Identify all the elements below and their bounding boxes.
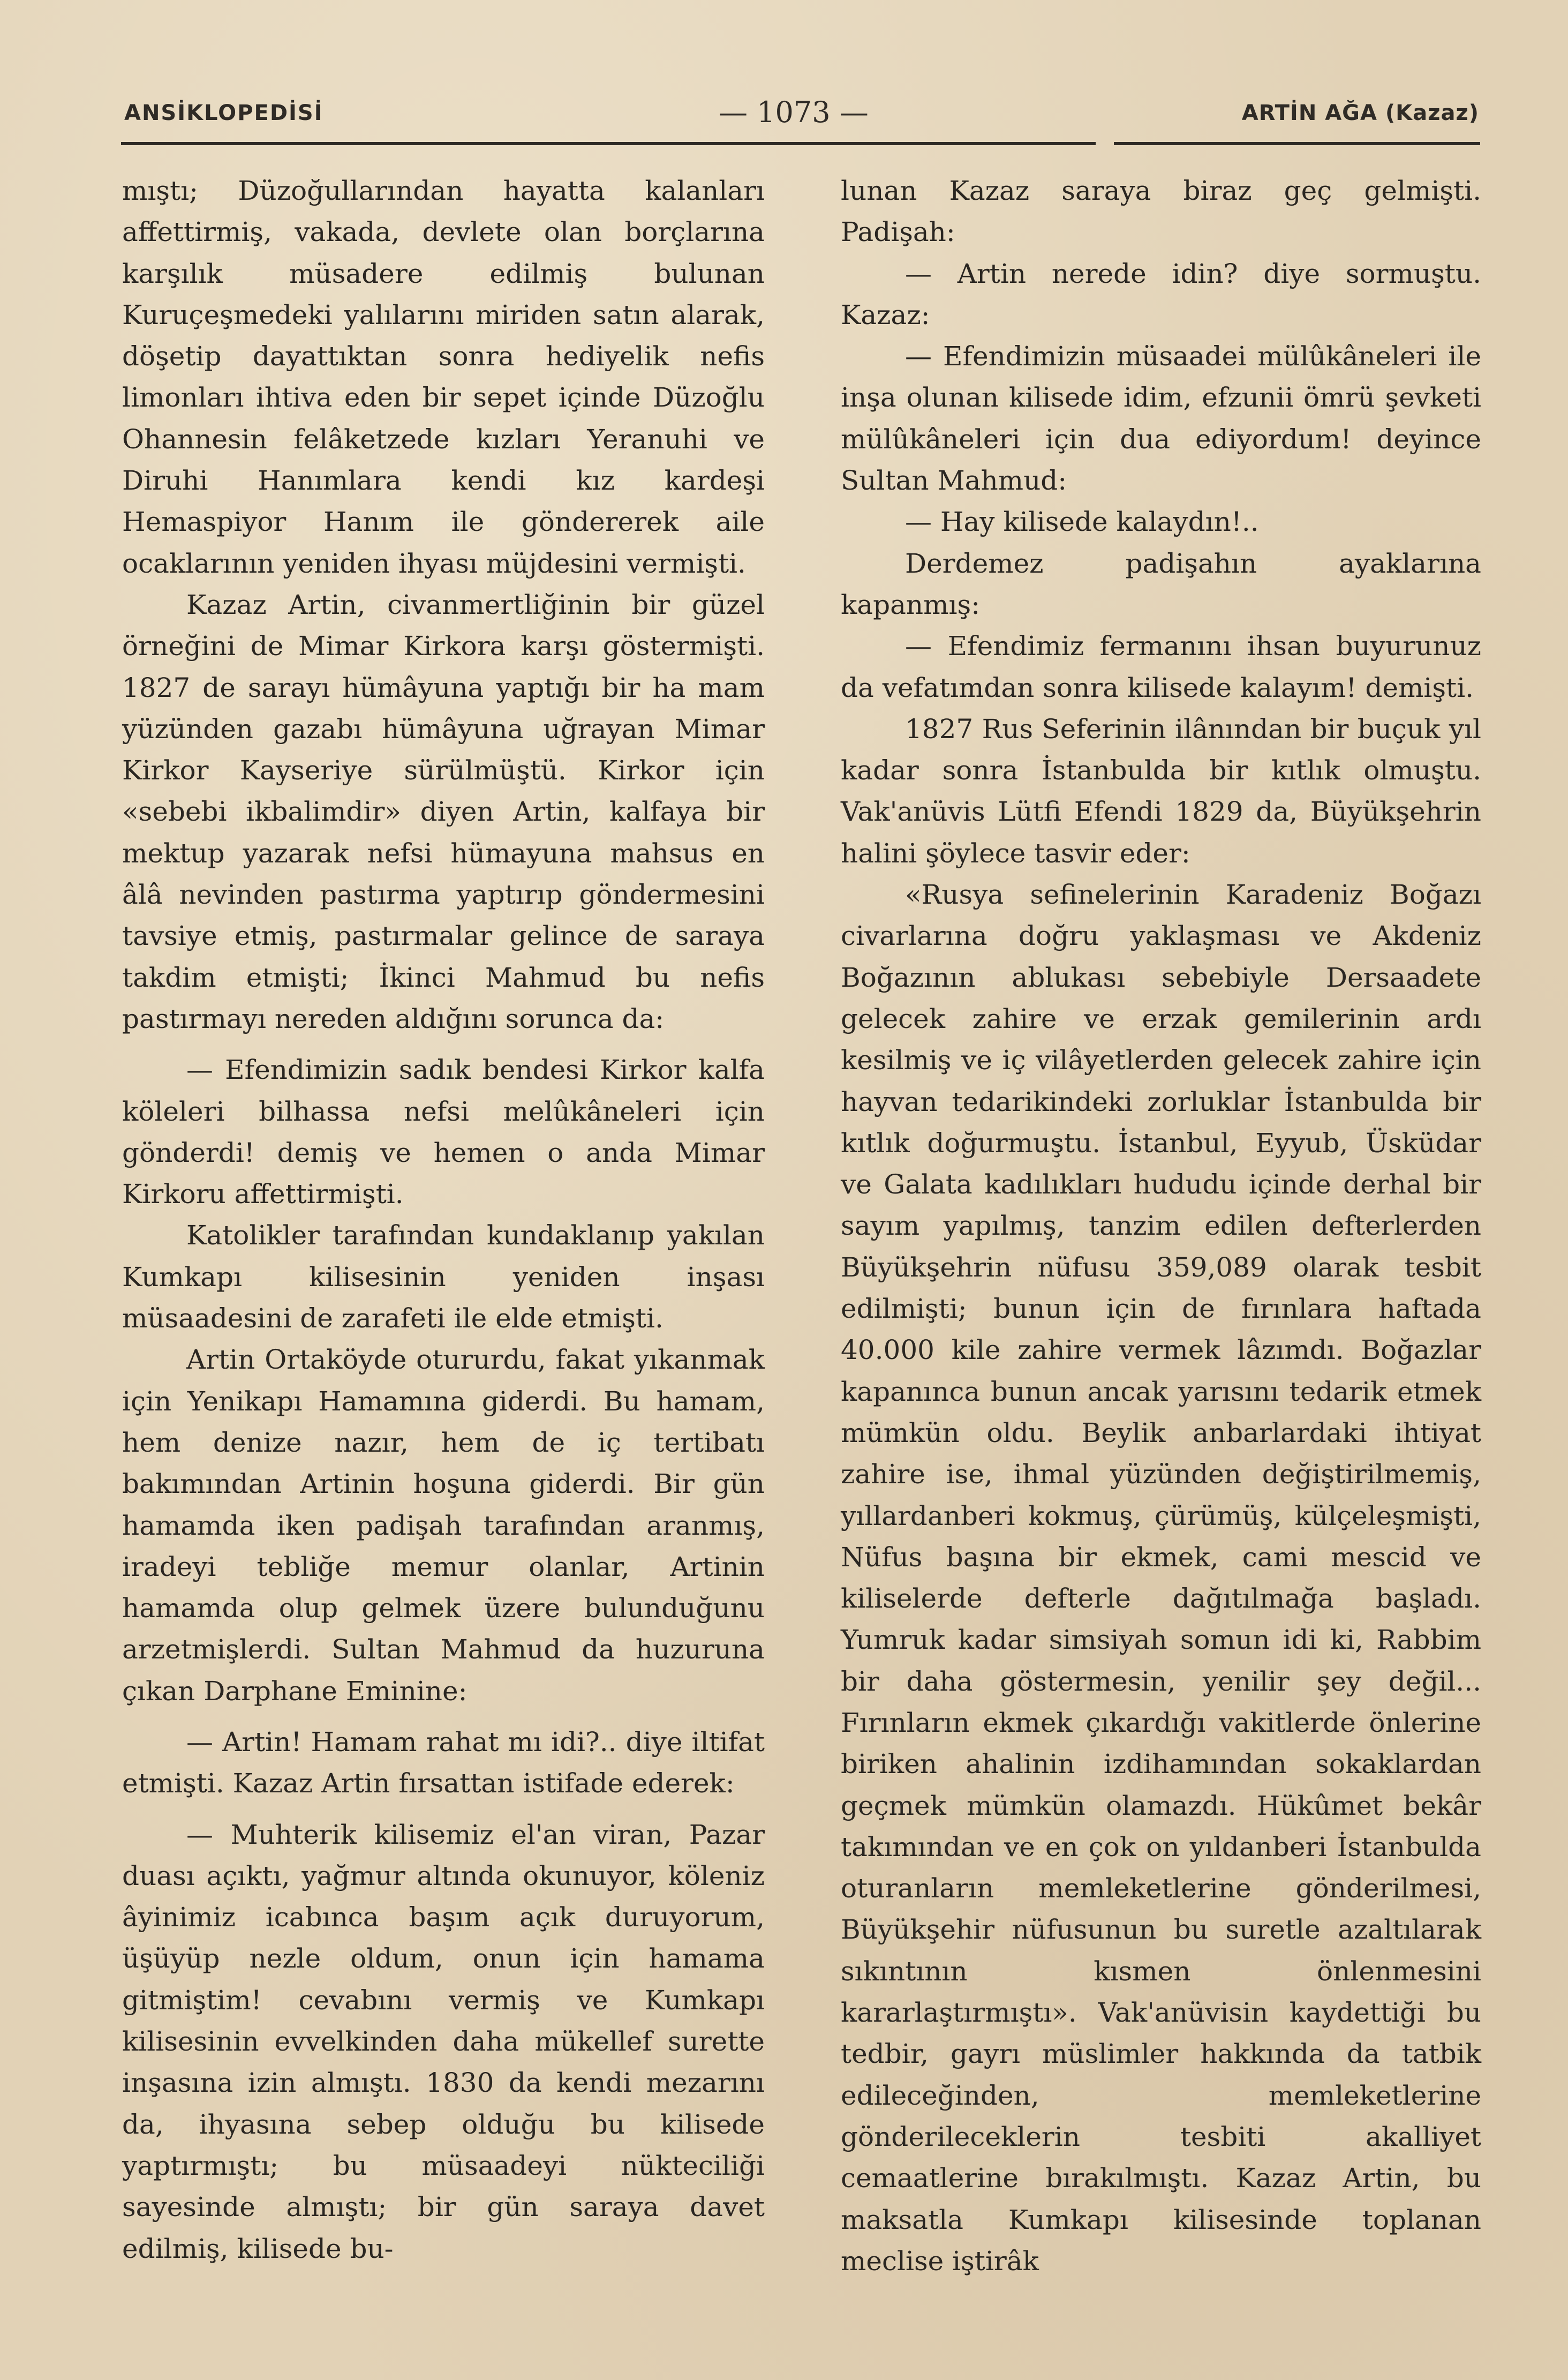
paragraph: — Efendimiz fermanını ihsan buyurunuz da vefatımdan sonra kilisede kalayım! demişti.	[841, 630, 1481, 703]
paragraph: lunan Kazaz saraya biraz geç gelmişti. Padişah:	[841, 175, 1481, 248]
page-header	[124, 91, 1479, 134]
paragraph: Artin Ortaköyde otururdu, fakat yıkanmak için Yenikapı Hamamına giderdi. Bu hamam, hem denize nazır, hem de iç tertibatı bakımından Artinin hoşuna giderdi. Bir gün hamamda iken padişah tarafından aranmış, iradeyi tebliğe memur olanlar, Artinin hamamda olup gelmek üzere bulunduğunu arzetmişlerdi. Sultan Mahmud da huzuruna çıkan Darphane Eminine:	[122, 1344, 765, 1707]
paragraph: — Efendimizin sadık bendesi Kirkor kalfa köleleri bilhassa nefsi melûkâneleri için gönderdi! demiş ve hemen o anda Mimar Kirkoru affettirmişti.	[122, 1054, 765, 1210]
paragraph: Derdemez padişahın ayaklarına kapanmış:	[841, 547, 1481, 620]
paragraph: Kazaz Artin, civanmertliğinin bir güzel örneğini de Mimar Kirkora karşı göstermişti. 1827 de sarayı hümâyuna yaptığı bir ha mam yüzünden gazabı hümâyuna uğrayan Mimar Kirkor Kayseriye sürülmüştü. Kirkor için «sebebi ikbalimdir» diyen Artin, kalfaya bir mektup yazarak nefsi hümayuna mahsus en âlâ nevinden pastırma yaptırıp göndermesini tavsiye etmiş, pastırmalar gelince de saraya takdim etmişti; İkinci Mahmud bu nefis pastırmayı nereden aldığını sorunca da:	[122, 589, 765, 1034]
paragraph: — Artin nerede idin? diye sormuştu. Kazaz:	[841, 258, 1481, 331]
paragraph: Katolikler tarafından kundaklanıp yakılan Kumkapı kilisesinin yeniden inşası müsaadesini de zarafeti ile elde etmişti.	[122, 1220, 765, 1334]
paragraph: — Efendimizin müsaadei mülûkâneleri ile inşa olunan kilisede idim, efzunii ömrü şevketi mülûkâneleri için dua ediyordum! deyince Sultan Mahmud:	[841, 341, 1481, 497]
right-column	[841, 170, 1481, 2282]
header-rule-left	[121, 142, 1096, 145]
left-column	[122, 170, 765, 2270]
running-title-right: ARTİN AĞA (Kazaz)	[1241, 101, 1479, 125]
paragraph: «Rusya sefinelerinin Karadeniz Boğazı civarlarına doğru yaklaşması ve Akdeniz Boğazının ablukası sebebiyle Dersaadete gelecek zahire ve erzak gemilerinin ardı kesilmiş ve iç vilâyetlerden gelecek zahire için hayvan tedarikindeki zorluklar İstanbulda bir kıtlık doğurmuştu. İstanbul, Eyyub, Üsküdar ve Galata kadılıkları hududu içinde derhal bir sayım yapılmış, tanzim edilen defterlerden Büyükşehrin nüfusu 359,089 olarak tesbit edilmişti; bunun için de fırınlara haftada 40.000 kile zahire vermek lâzımdı. Boğazlar kapanınca bunun ancak yarısını tedarik etmek mümkün oldu. Beylik anbarlardaki ihtiyat zahire ise, ihmal yüzünden değiştirilmemiş, yıllardanberi kokmuş, çürümüş, külçeleşmişti, Nüfus başına bir ekmek, cami mescid ve kiliselerde defterle dağıtılmağa başladı. Yumruk kadar simsiyah somun idi ki, Rabbim bir daha göstermesin, yenilir şey değil... Fırınların ekmek çıkardığı vakitlerde önlerine biriken ahalinin izdihamından sokaklardan geçmek mümkün olamazdı. Hükûmet bekâr takımından ve en çok on yıldanberi İstanbulda oturanların memleketlerine gönderilmesi, Büyükşehir nüfusunun bu suretle azaltılarak sıkıntının kısmen önlenmesini kararlaştırmıştı». Vak'anüvisin kaydettiği bu tedbir, gayrı müslimler hakkında da tatbik edileceğinden, memleketlerine gönderilecеklerin tesbiti akalliyet cemaatlerine bırakılmıştı. Kazaz Artin, bu maksatla Kumkapı kilisesinde toplanan meclise iştirâk	[841, 879, 1481, 2277]
page-number: — 1073 —	[719, 95, 869, 129]
paragraph: 1827 Rus Seferinin ilânından bir buçuk yıl kadar sonra İstanbulda bir kıtlık olmuştu. Vak'anüvis Lütfi Efendi 1829 da, Büyükşehrin halini şöylece tasvir eder:	[841, 713, 1481, 869]
paragraph: — Hay kilisede kalaydın!..	[905, 506, 1259, 538]
paragraph: mıştı; Düzoğullarından hayatta kalanları affettirmiş, vakada, devlete olan borçlarına karşılık müsadere edilmiş bulunan Kuruçeşmedeki yalılarını miriden satın alarak, döşetip dayattıktan sonra hediyelik nefis limonları ihtiva eden bir sepet içinde Düzoğlu Ohannesin felâketzede kızları Yeranuhi ve Diruhi Hanımlara kendi kız kardeşi Hemaspiyor Hanım ile göndererek aile ocaklarının yeniden ihyası müjdesini vermişti.	[122, 175, 765, 579]
paragraph: — Muhterik kilisemiz el'an viran, Pazar duası açıktı, yağmur altında okunuyor, köleniz âyinimiz icabınca başım açık duruyorum, üşüyüp nezle oldum, onun için hamama gitmiştim! cevabını vermiş ve Kumkapı kilisesinin evvelkinden daha mükellef surette inşasına izin almıştı. 1830 da kendi mezarını da, ihyasına sebep olduğu bu kilisede yaptırmıştı; bu müsaadeyi nükteciliği sayesinde almıştı; bir gün saraya davet edilmiş, kilisede bu-	[122, 1819, 765, 2264]
header-rule-right	[1114, 142, 1480, 145]
running-title-left: ANSİKLOPEDİSİ	[124, 101, 323, 125]
paragraph: — Artin! Hamam rahat mı idi?.. diye iltifat etmişti. Kazaz Artin fırsattan istifade ederek:	[122, 1726, 765, 1799]
